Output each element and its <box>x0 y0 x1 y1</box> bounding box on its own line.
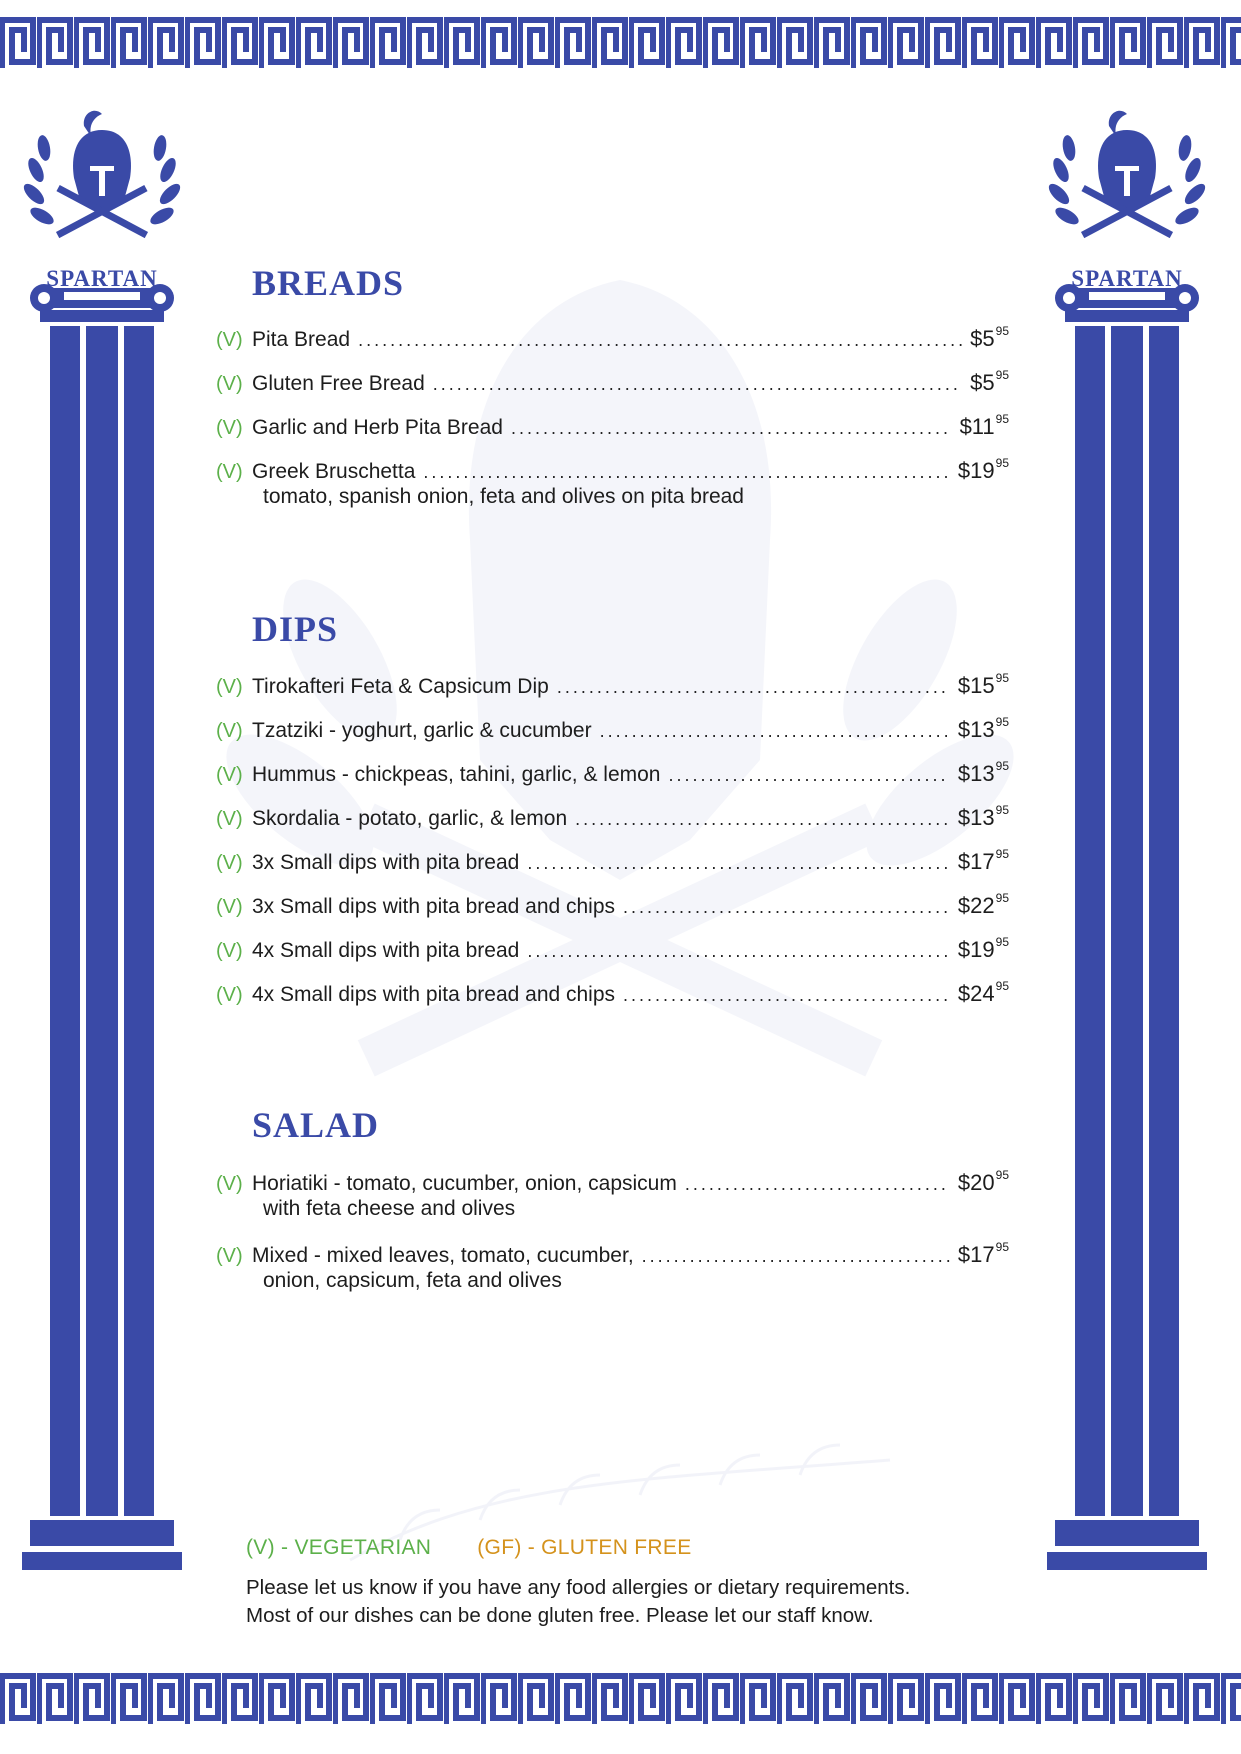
menu-item <box>216 370 1009 398</box>
menu-item <box>216 761 1009 789</box>
item-description: with feta cheese and olives <box>263 1197 516 1220</box>
item-price: $\$11^{95}$ <box>959 412 1009 439</box>
item-price: $\$22^{95}$ <box>957 891 1009 918</box>
item-name: 3x Small dips with pita bread <box>252 851 520 874</box>
brand-name: SPARTAN <box>46 266 158 291</box>
gluten-free-note-line: Most of our dishes can be done gluten free. Please let our staff know. <box>246 1604 874 1627</box>
greek-key-border-top <box>0 16 1241 72</box>
vegetarian-tag: (V) <box>216 808 243 830</box>
item-name: 4x Small dips with pita bread and chips <box>252 983 616 1006</box>
item-price: $\$13^{95}$ <box>957 759 1009 786</box>
item-name: Hummus - chickpeas, tahini, garlic, & lemon <box>252 763 661 786</box>
section-title-breads: BREADS <box>252 263 405 303</box>
menu-item <box>216 805 1009 833</box>
item-name: Skordalia - potato, garlic, & lemon <box>252 807 568 830</box>
spartan-logo-icon <box>1047 108 1207 1643</box>
vegetarian-tag: (V) <box>216 764 243 786</box>
section-title-salad: SALAD <box>252 1105 380 1145</box>
item-name: Pita Bread <box>252 328 351 351</box>
item-name: Gluten Free Bread <box>252 372 425 395</box>
spartan-logo-icon <box>22 108 182 1643</box>
item-price: $\$5^{95}$ <box>970 324 1009 351</box>
vegetarian-tag: (V) <box>216 852 243 874</box>
vegetarian-tag: (V) <box>216 417 243 439</box>
vegetarian-legend: (V) - VEGETARIAN <box>246 1536 432 1559</box>
vegetarian-tag: (V) <box>216 329 243 351</box>
gluten-free-legend: (GF) - GLUTEN FREE <box>477 1536 692 1559</box>
vegetarian-tag: (V) <box>216 676 243 698</box>
menu-item <box>216 1242 1009 1293</box>
menu-item <box>216 673 1009 701</box>
section-title-dips: DIPS <box>252 609 339 649</box>
allergy-note <box>246 1574 1006 1630</box>
item-name: Garlic and Herb Pita Bread <box>252 416 503 439</box>
item-name: Horiatiki - tomato, cucumber, onion, capsicum <box>252 1172 677 1195</box>
menu-item <box>216 717 1009 745</box>
item-price: $\$19^{95}$ <box>957 935 1009 962</box>
item-price: $\$13^{95}$ <box>957 715 1009 742</box>
item-name: 3x Small dips with pita bread and chips <box>252 895 616 918</box>
item-price: $\$15^{95}$ <box>957 671 1009 698</box>
vegetarian-tag: (V) <box>216 896 243 918</box>
item-price: $\$17^{95}$ <box>957 847 1009 874</box>
vegetarian-tag: (V) <box>216 461 243 483</box>
allergy-note-line: Please let us know if you have any food allergies or dietary requirements. <box>246 1576 911 1599</box>
olive-branch-watermark-icon <box>340 1440 900 1590</box>
item-name: Mixed - mixed leaves, tomato, cucumber, <box>252 1244 634 1267</box>
item-name: 4x Small dips with pita bread <box>252 939 520 962</box>
menu-item <box>216 849 1009 877</box>
right-column-decoration <box>1047 108 1207 1643</box>
vegetarian-tag: (V) <box>216 1173 243 1195</box>
vegetarian-tag: (V) <box>216 1245 243 1267</box>
menu-item <box>216 458 1009 509</box>
item-price: $\$24^{95}$ <box>957 979 1009 1006</box>
item-description: tomato, spanish onion, feta and olives on pita bread <box>263 485 744 508</box>
vegetarian-tag: (V) <box>216 984 243 1006</box>
item-price: $\$5^{95}$ <box>970 368 1009 395</box>
menu-item <box>216 893 1009 921</box>
menu-item <box>216 981 1009 1009</box>
dietary-legend <box>246 1536 692 1560</box>
menu-item <box>216 937 1009 965</box>
item-price: $\$20^{95}$ <box>957 1168 1009 1195</box>
item-description: onion, capsicum, feta and olives <box>263 1269 562 1292</box>
menu-item <box>216 414 1009 442</box>
menu-item <box>216 1170 1009 1221</box>
item-name: Tirokafteri Feta & Capsicum Dip <box>252 675 549 698</box>
left-column-decoration <box>22 108 182 1643</box>
item-name: Tzatziki - yoghurt, garlic & cucumber <box>252 719 592 742</box>
vegetarian-tag: (V) <box>216 720 243 742</box>
item-price: $\$17^{95}$ <box>957 1240 1009 1267</box>
greek-key-border-bottom <box>0 1672 1241 1728</box>
menu-item <box>216 326 1009 354</box>
vegetarian-tag: (V) <box>216 940 243 962</box>
item-name: Greek Bruschetta <box>252 460 416 483</box>
item-price: $\$19^{95}$ <box>957 456 1009 483</box>
vegetarian-tag: (V) <box>216 373 243 395</box>
brand-name: SPARTAN <box>1071 266 1183 291</box>
item-price: $\$13^{95}$ <box>957 803 1009 830</box>
